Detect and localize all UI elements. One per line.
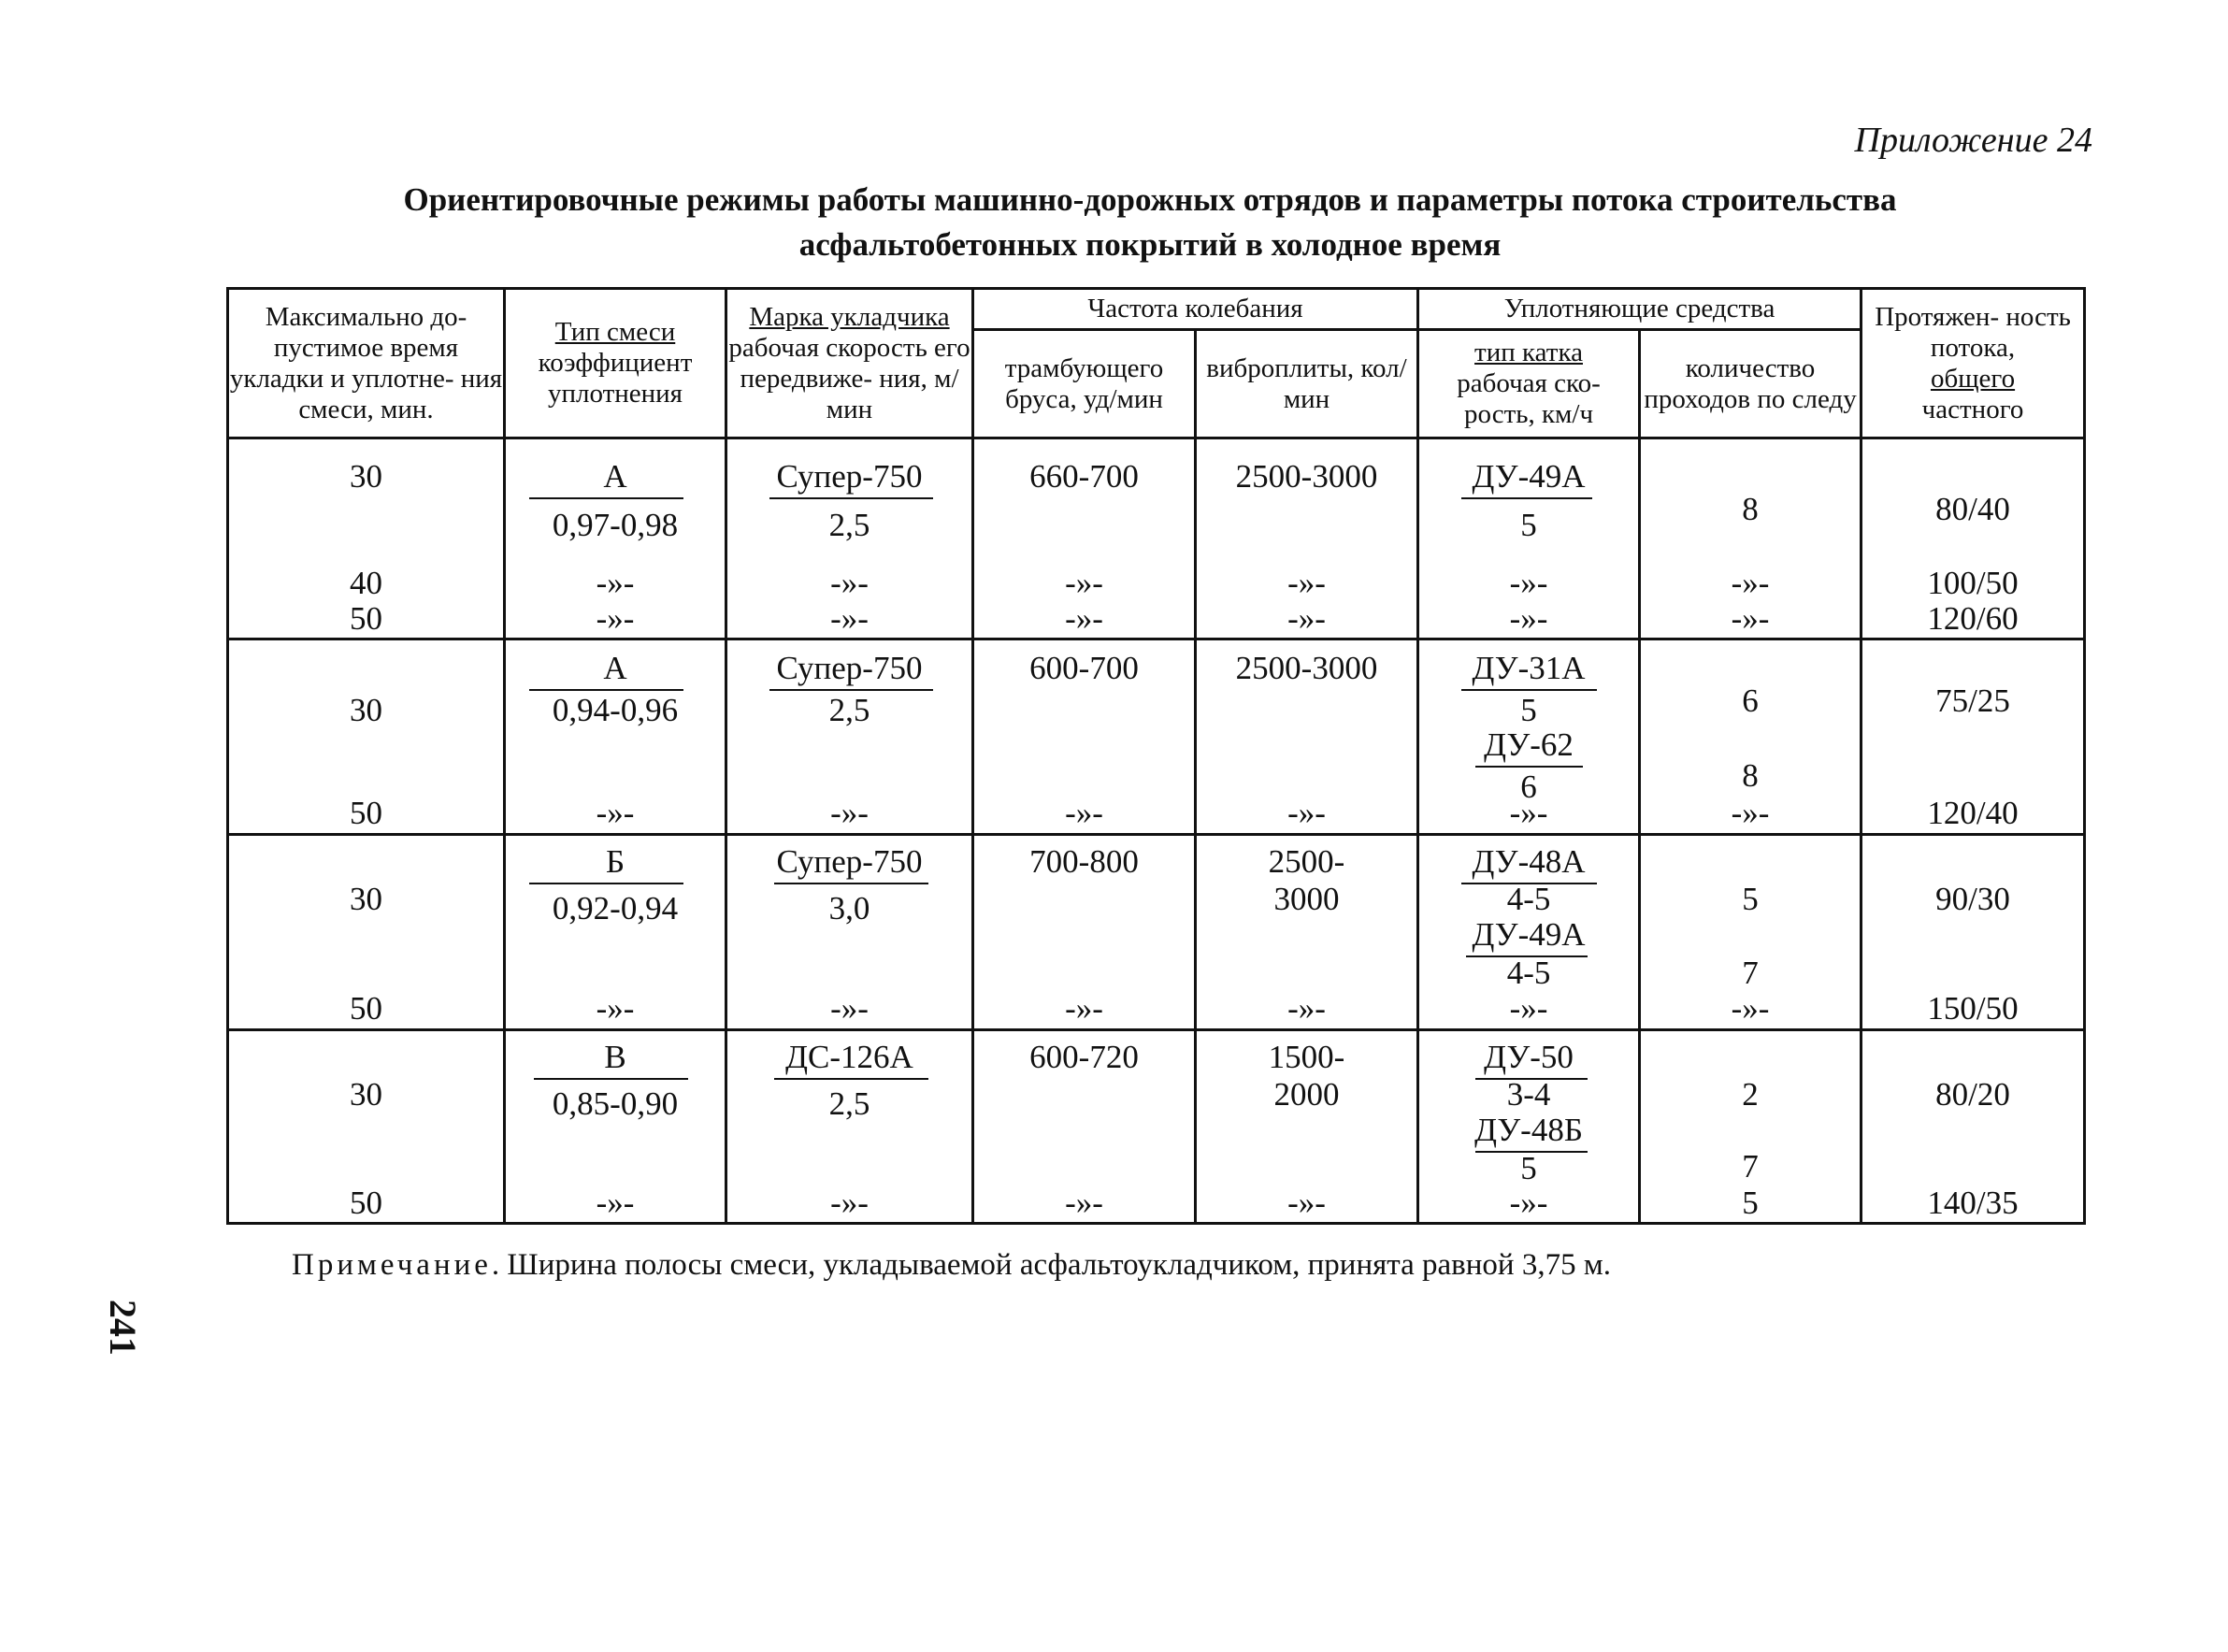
- table-cell-c2: [505, 1030, 726, 1224]
- cell-value: -»-: [1731, 600, 1770, 637]
- table-row: [228, 835, 2085, 1030]
- cell-value: -»-: [830, 1185, 869, 1222]
- cell-value: 90/30: [1935, 881, 2010, 918]
- cell-value: ДУ-49А: [1472, 916, 1586, 954]
- cell-value: -»-: [1731, 565, 1770, 601]
- cell-value: -»-: [1287, 1185, 1326, 1222]
- cell-value: Супер-750: [776, 650, 923, 687]
- table-cell-c3: [726, 639, 973, 835]
- cell-value: -»-: [1509, 1185, 1548, 1222]
- fraction-line: [529, 689, 683, 691]
- cell-value: 50: [350, 1185, 382, 1222]
- fraction-line: [769, 689, 933, 691]
- cell-value: -»-: [1287, 795, 1326, 832]
- cell-value: 0,92-0,94: [552, 890, 679, 927]
- fraction-line: [1461, 883, 1597, 884]
- cell-value: 120/60: [1927, 600, 2019, 637]
- cell-value: -»-: [596, 990, 635, 1027]
- table-cell-c4: [973, 438, 1196, 639]
- table-cell-c3: [726, 438, 973, 639]
- cell-value: Супер-750: [776, 458, 923, 495]
- table-cell-c2: [505, 438, 726, 639]
- note-text: . Ширина полосы смеси, укладываемой асфальтоукладчиком, принята равной 3,75 м.: [491, 1248, 1611, 1282]
- title-line-1: Ориентировочные режимы работы машинно-дорожных отрядов и параметры потока строительства: [403, 181, 1897, 218]
- cell-value: 8: [1742, 491, 1759, 527]
- cell-value: 5: [1520, 507, 1537, 543]
- table-cell-c3: [726, 1030, 973, 1224]
- cell-value: 5: [1742, 1185, 1759, 1222]
- cell-value: 80/20: [1935, 1076, 2010, 1113]
- header-paver: [726, 289, 973, 438]
- fraction-line: [529, 883, 683, 884]
- cell-value: 6: [1742, 682, 1759, 720]
- header-group-frequency: Частота колебания: [973, 289, 1418, 330]
- cell-value: 0,85-0,90: [552, 1085, 679, 1123]
- cell-value: -»-: [1065, 565, 1103, 601]
- cell-value: 7: [1742, 955, 1759, 992]
- cell-value: -»-: [1287, 990, 1326, 1027]
- cell-value: -»-: [596, 1185, 635, 1222]
- cell-value: 2500-3000: [1235, 650, 1378, 687]
- header-mix-type-bottom: коэффициент уплотнения: [538, 348, 693, 409]
- cell-value: 8: [1742, 757, 1759, 795]
- cell-value: -»-: [1287, 600, 1326, 637]
- header-roller-bottom: рабочая ско- рость, км/ч: [1457, 368, 1601, 429]
- cell-value: -»-: [596, 565, 635, 601]
- cell-value: -»-: [830, 795, 869, 832]
- header-flow-length-line2: общего: [1930, 363, 2016, 394]
- cell-value: 30: [350, 1076, 382, 1113]
- cell-value: 50: [350, 795, 382, 832]
- cell-value: 2500-3000: [1235, 458, 1378, 495]
- cell-value: Б: [605, 843, 625, 881]
- table-cell-c8: [1861, 1030, 2085, 1224]
- table-cell-c8: [1861, 835, 2085, 1030]
- table-cell-c4: [973, 835, 1196, 1030]
- cell-value: -»-: [830, 990, 869, 1027]
- note-label: Примечание: [292, 1248, 492, 1282]
- cell-value: ДУ-49А: [1472, 458, 1586, 495]
- cell-value: -»-: [1731, 795, 1770, 832]
- table-cell-c7: [1640, 438, 1861, 639]
- parameters-table-wrap: [226, 287, 2083, 1225]
- header-roller-top: тип катка: [1474, 338, 1583, 367]
- cell-value: ДС-126А: [785, 1039, 913, 1076]
- cell-value: 0,94-0,96: [552, 692, 679, 729]
- cell-value: 100/50: [1927, 565, 2019, 601]
- cell-value: ДУ-48Б: [1474, 1112, 1583, 1149]
- fraction-line: [529, 497, 683, 499]
- table-cell-c6: [1418, 639, 1640, 835]
- header-passes: количество проходов по следу: [1640, 330, 1861, 438]
- cell-value: 4-5: [1506, 881, 1551, 918]
- cell-value: 30: [350, 881, 382, 918]
- header-mix-type-top: Тип смеси: [554, 317, 676, 347]
- fraction-line: [769, 497, 933, 499]
- table-cell-c5: [1196, 438, 1418, 639]
- table-cell-c1: [228, 835, 505, 1030]
- cell-value: 2,5: [828, 692, 870, 729]
- table-cell-c8: [1861, 639, 2085, 835]
- cell-value: 2000: [1273, 1076, 1340, 1113]
- cell-value: 2500-: [1268, 843, 1345, 881]
- cell-value: -»-: [1065, 1185, 1103, 1222]
- table-cell-c2: [505, 639, 726, 835]
- header-paver-top: Марка укладчика: [749, 301, 950, 332]
- table-row: [228, 438, 2085, 639]
- cell-value: 150/50: [1927, 990, 2019, 1027]
- cell-value: -»-: [1509, 565, 1548, 601]
- page-number: 241: [102, 1300, 144, 1356]
- table-cell-c5: [1196, 1030, 1418, 1224]
- cell-value: 3,0: [828, 890, 870, 927]
- cell-value: -»-: [1731, 990, 1770, 1027]
- header-roller: [1418, 330, 1640, 438]
- cell-value: 50: [350, 990, 382, 1027]
- fraction-line: [1461, 689, 1597, 691]
- cell-value: -»-: [1065, 990, 1103, 1027]
- table-cell-c7: [1640, 1030, 1861, 1224]
- cell-value: -»-: [1065, 600, 1103, 637]
- header-mix-type: [505, 289, 726, 438]
- cell-value: -»-: [1509, 600, 1548, 637]
- table-cell-c7: [1640, 639, 1861, 835]
- cell-value: 75/25: [1935, 682, 2010, 720]
- cell-value: А: [603, 650, 627, 687]
- cell-value: ДУ-31А: [1472, 650, 1586, 687]
- table-cell-c4: [973, 1030, 1196, 1224]
- fraction-line: [1461, 497, 1592, 499]
- table-cell-c1: [228, 1030, 505, 1224]
- cell-value: 120/40: [1927, 795, 2019, 832]
- cell-value: 30: [350, 692, 382, 729]
- appendix-label: Приложение 24: [1854, 121, 2092, 160]
- header-flow-length-line3: частного: [1921, 394, 2024, 424]
- table-cell-c5: [1196, 835, 1418, 1030]
- table-cell-c1: [228, 438, 505, 639]
- cell-value: -»-: [830, 565, 869, 601]
- cell-value: 4-5: [1506, 955, 1551, 992]
- cell-value: В: [604, 1039, 626, 1076]
- cell-value: -»-: [1509, 990, 1548, 1027]
- cell-value: 2,5: [828, 507, 870, 543]
- header-vibroplate: виброплиты, кол/мин: [1196, 330, 1418, 438]
- fraction-line: [774, 1078, 928, 1080]
- table-cell-c6: [1418, 438, 1640, 639]
- cell-value: 5: [1520, 1150, 1537, 1187]
- fraction-line: [1466, 955, 1588, 957]
- fraction-line: [774, 883, 928, 884]
- cell-value: 5: [1520, 692, 1537, 729]
- table-cell-c2: [505, 835, 726, 1030]
- cell-value: 50: [350, 600, 382, 637]
- cell-value: 30: [350, 458, 382, 495]
- header-paver-bottom: рабочая скорость его передвиже- ния, м/мин: [728, 332, 970, 424]
- cell-value: 7: [1742, 1148, 1759, 1185]
- cell-value: ДУ-50: [1484, 1039, 1574, 1076]
- cell-value: -»-: [596, 600, 635, 637]
- cell-value: 80/40: [1935, 491, 2010, 527]
- table-cell-c5: [1196, 639, 1418, 835]
- cell-value: 700-800: [1029, 843, 1139, 881]
- header-group-compaction: Уплотняющие средства: [1418, 289, 1861, 330]
- cell-value: 600-720: [1029, 1039, 1139, 1076]
- cell-value: 0,97-0,98: [552, 507, 679, 543]
- note: [292, 1248, 1611, 1283]
- fraction-line: [1475, 1151, 1588, 1153]
- title-line-2: асфальтобетонных покрытий в холодное время: [798, 226, 1502, 263]
- cell-value: ДУ-48А: [1472, 843, 1586, 881]
- cell-value: -»-: [830, 600, 869, 637]
- header-tamper: трамбующего бруса, уд/мин: [973, 330, 1196, 438]
- cell-value: 600-700: [1029, 650, 1139, 687]
- cell-value: ДУ-62: [1484, 726, 1574, 764]
- cell-value: 2,5: [828, 1085, 870, 1123]
- header-flow-length-line1: Протяжен- ность потока,: [1875, 301, 2071, 363]
- header-flow-length: [1861, 289, 2085, 438]
- cell-value: -»-: [1065, 795, 1103, 832]
- table-body: [228, 438, 2085, 1224]
- table-cell-c1: [228, 639, 505, 835]
- cell-value: 6: [1520, 769, 1537, 806]
- fraction-line: [1475, 766, 1583, 768]
- fraction-line: [1475, 1078, 1588, 1080]
- table-row: [228, 1030, 2085, 1224]
- cell-value: 660-700: [1029, 458, 1139, 495]
- table-cell-c3: [726, 835, 973, 1030]
- table-cell-c4: [973, 639, 1196, 835]
- table-row: [228, 639, 2085, 835]
- cell-value: 2: [1742, 1076, 1759, 1113]
- cell-value: 3-4: [1506, 1076, 1551, 1113]
- table-cell-c6: [1418, 1030, 1640, 1224]
- header-max-time: Максимально до- пустимое время укладки и уплотне- ния смеси, мин.: [228, 289, 505, 438]
- document-title: [224, 178, 2076, 267]
- cell-value: -»-: [1287, 565, 1326, 601]
- cell-value: 40: [350, 565, 382, 601]
- cell-value: Супер-750: [776, 843, 923, 881]
- table-cell-c8: [1861, 438, 2085, 639]
- cell-value: -»-: [1509, 795, 1548, 832]
- fraction-line: [534, 1078, 688, 1080]
- cell-value: 140/35: [1927, 1185, 2019, 1222]
- table-cell-c7: [1640, 835, 1861, 1030]
- parameters-table: [226, 287, 2086, 1225]
- cell-value: А: [603, 458, 627, 495]
- cell-value: 5: [1742, 881, 1759, 918]
- cell-value: 1500-: [1268, 1039, 1345, 1076]
- cell-value: 3000: [1273, 881, 1340, 918]
- cell-value: -»-: [596, 795, 635, 832]
- table-cell-c6: [1418, 835, 1640, 1030]
